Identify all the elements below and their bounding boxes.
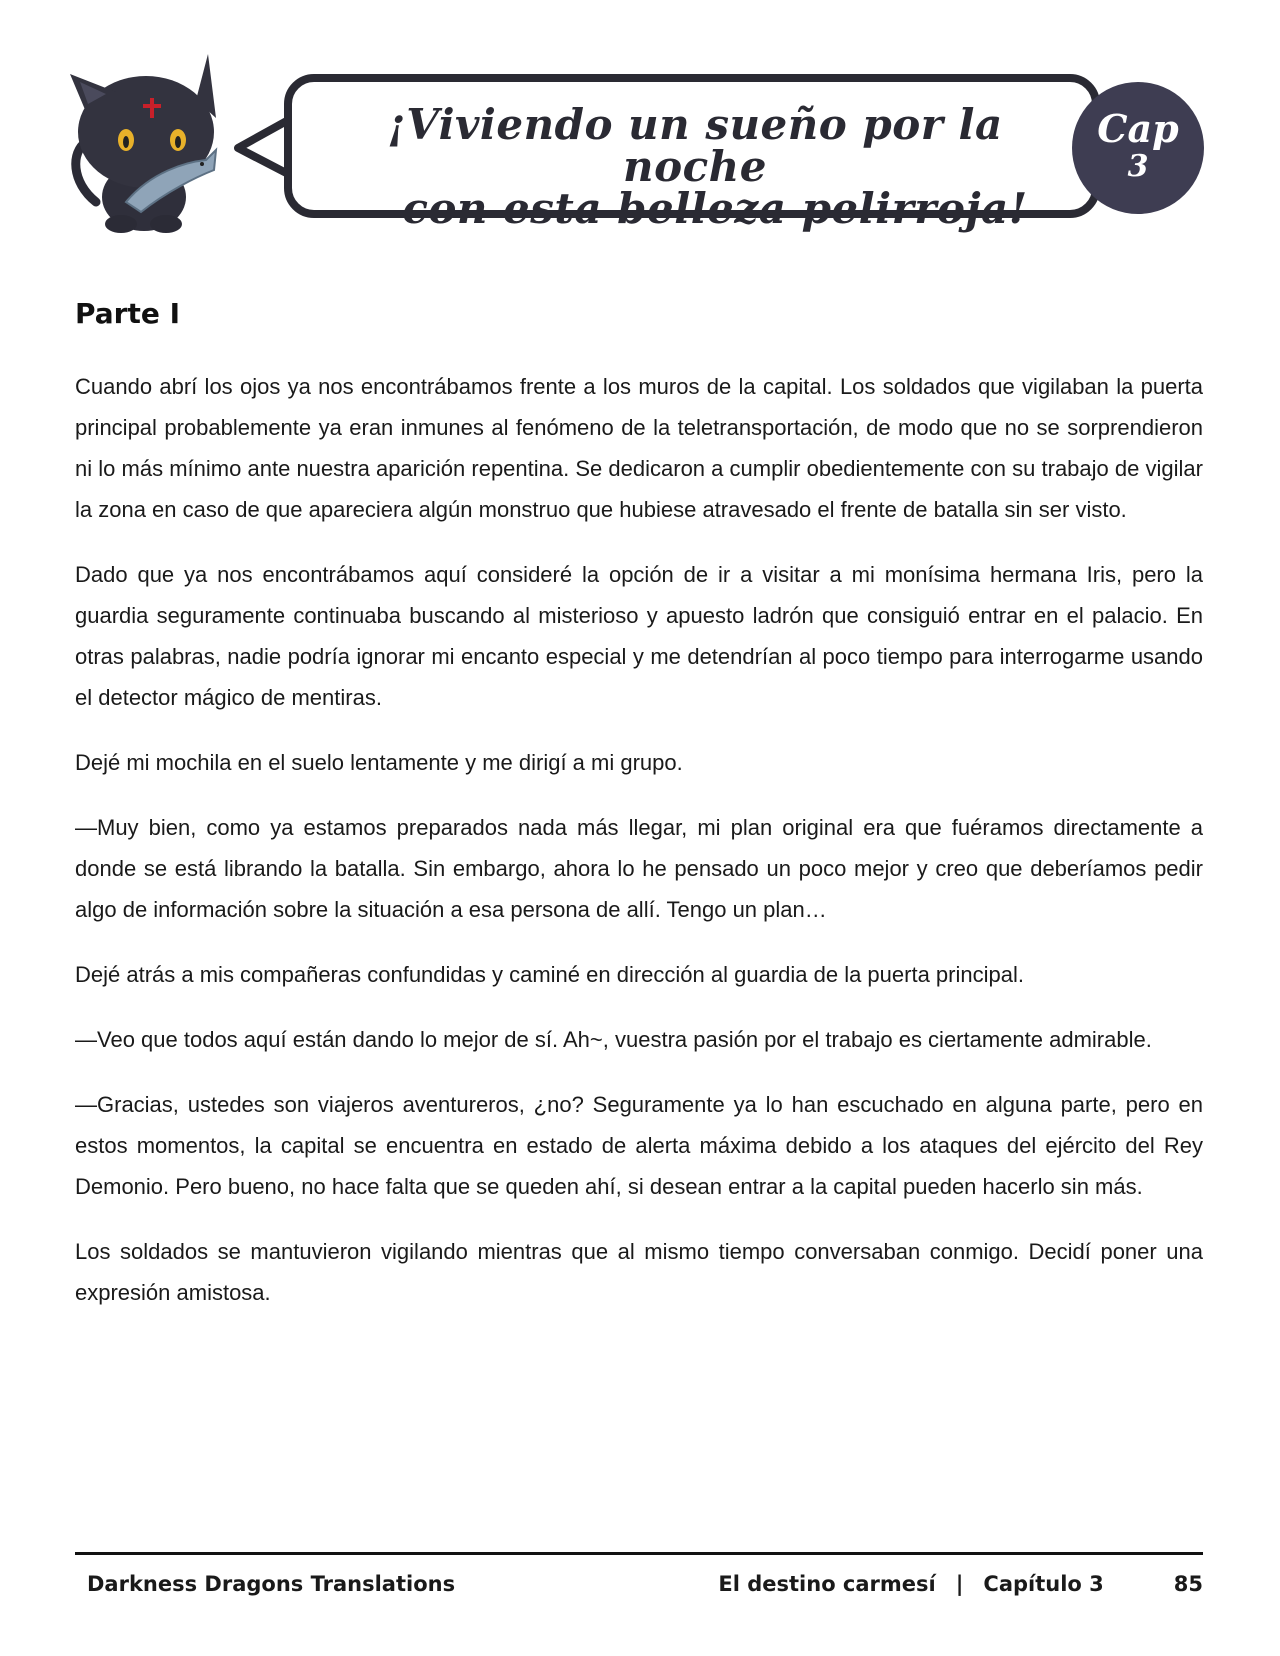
paragraph: Dejé atrás a mis compañeras confundidas y caminé en dirección al guardia de la puerta principal.: [75, 962, 1024, 987]
paragraph: —Muy bien, como ya estamos preparados nada más llegar, mi plan original era que fuéramos directamente a donde se está librando la batalla. Sin embargo, ahora lo he pensado un poco mejor y creo que deberíamos pedir algo de información sobre la situación a esa persona de allí. Tengo un plan…: [75, 815, 1203, 922]
page-footer: [75, 1566, 1203, 1602]
paragraph: Dejé mi mochila en el suelo lentamente y me dirigí a mi grupo.: [75, 750, 683, 775]
chapter-title-line1: ¡Viviendo un sueño por la noche: [387, 100, 1003, 191]
chapter-badge-number: 3: [1127, 149, 1149, 184]
footer-divider: [75, 1552, 1203, 1555]
chapter-title-line2: con esta belleza pelirroja!: [402, 184, 1028, 233]
footer-chapter: Capítulo 3: [983, 1572, 1104, 1596]
paragraph: Dado que ya nos encontrábamos aquí consideré la opción de ir a visitar a mi monísima hermana Iris, pero la guardia seguramente continuaba buscando al misterioso y apuesto ladrón que consiguió entrar en el palacio. En otras palabras, nadie podría ignorar mi encanto especial y me detendrían al poco tiempo para interrogarme usando el detector mágico de mentiras.: [75, 562, 1203, 710]
footer-publisher: Darkness Dragons Translations: [87, 1572, 456, 1596]
paragraph: —Gracias, ustedes son viajeros aventureros, ¿no? Seguramente ya lo han escuchado en alguna parte, pero en estos momentos, la capital se encuentra en estado de alerta máxima debido a los ataques del ejército del Rey Demonio. Pero bueno, no hace falta que se queden ahí, si desean entrar a la capital pueden hacerlo sin más.: [75, 1092, 1203, 1199]
chapter-badge-label: Cap: [1097, 106, 1179, 151]
footer-separator: |: [955, 1572, 964, 1596]
footer-book-info: [718, 1566, 1203, 1602]
footer-book-title: El destino carmesí: [718, 1572, 936, 1596]
black-cat-mascot-icon: [66, 52, 226, 237]
section-title: Parte I: [75, 297, 181, 330]
page-content: [75, 296, 1203, 1337]
paragraph: Los soldados se mantuvieron vigilando mientras que al mismo tiempo conversaban conmigo. Decidí poner una expresión amistosa.: [75, 1239, 1203, 1305]
paragraph: —Veo que todos aquí están dando lo mejor de sí. Ah~, vuestra pasión por el trabajo es ciertamente admirable.: [75, 1027, 1152, 1052]
paragraph: Cuando abrí los ojos ya nos encontrábamos frente a los muros de la capital. Los soldados que vigilaban la puerta principal probablemente ya eran inmunes al fenómeno de la teletransportación, de modo que no se sorprendieron ni lo más mínimo ante nuestra aparición repentina. Se dedicaron a cumplir obedientemente con su trabajo de vigilar la zona en caso de que apareciera algún monstruo que hubiese atravesado el frente de batalla sin ser visto.: [75, 374, 1203, 522]
chapter-number-badge: [1072, 82, 1204, 214]
chapter-title: [310, 100, 1080, 233]
chapter-header: [0, 0, 1280, 240]
page-number: 85: [1173, 1572, 1203, 1596]
